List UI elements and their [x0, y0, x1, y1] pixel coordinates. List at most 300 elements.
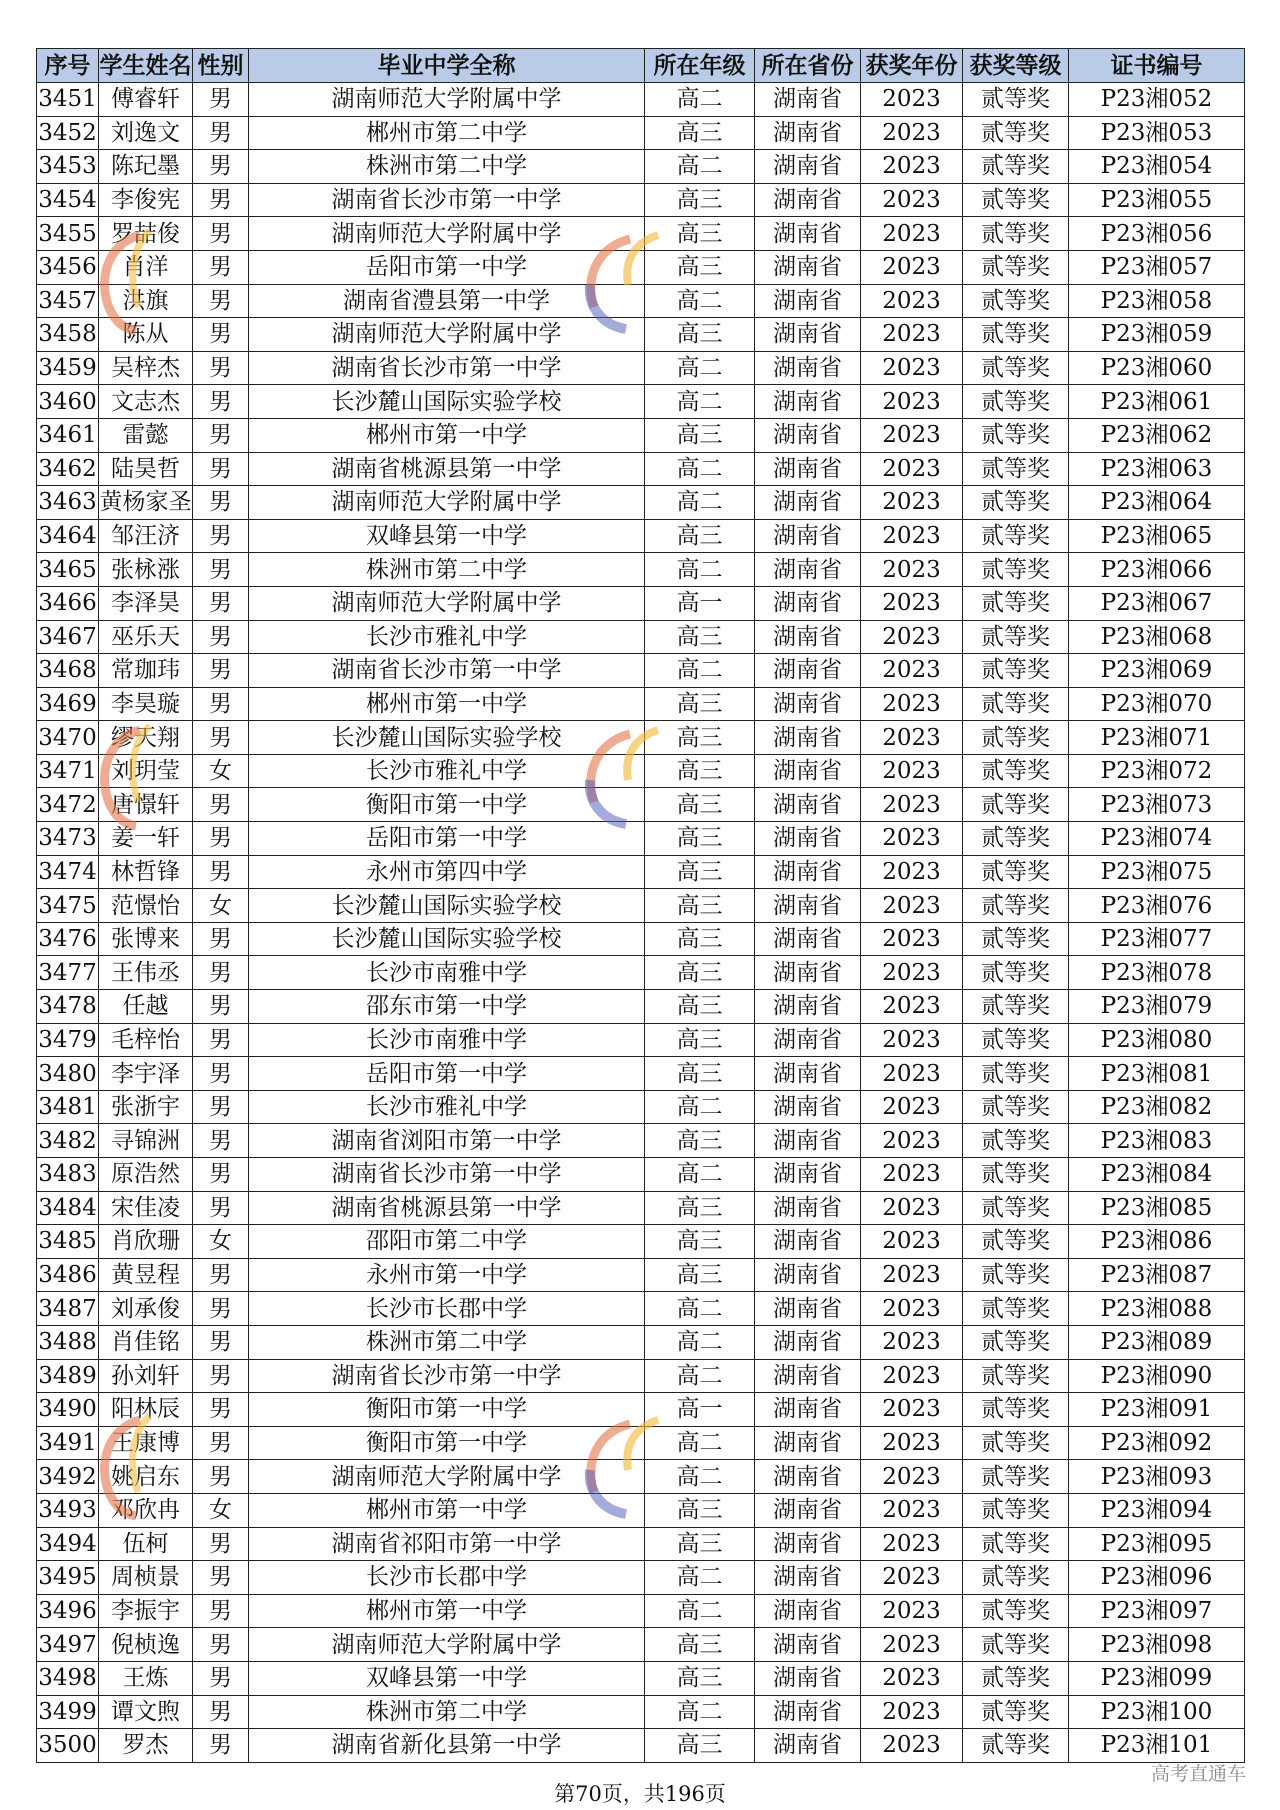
table-cell: 宋佳凌 [99, 1191, 193, 1225]
table-cell: 2023 [861, 1628, 963, 1662]
table-cell: 贰等奖 [963, 385, 1069, 419]
table-cell: 湖南省长沙市第一中学 [249, 654, 645, 688]
table-cell: 湖南省 [755, 1325, 861, 1359]
table-cell: 贰等奖 [963, 452, 1069, 486]
table-cell: 贰等奖 [963, 351, 1069, 385]
table-row [37, 318, 1245, 352]
table-cell: 3478 [37, 990, 99, 1024]
table-cell: 3488 [37, 1325, 99, 1359]
table-cell: 贰等奖 [963, 150, 1069, 184]
table-cell: 永州市第一中学 [249, 1258, 645, 1292]
table-cell: 3457 [37, 284, 99, 318]
table-cell: 男 [193, 1124, 249, 1158]
table-cell: 女 [193, 1225, 249, 1259]
table-cell: P23湘094 [1069, 1493, 1245, 1527]
table-cell: 双峰县第一中学 [249, 1661, 645, 1695]
table-cell: 2023 [861, 1695, 963, 1729]
table-cell: 湖南省 [755, 922, 861, 956]
column-header: 所在省份 [755, 49, 861, 83]
table-cell: 衡阳市第一中学 [249, 1393, 645, 1427]
table-cell: 男 [193, 1057, 249, 1091]
table-cell: 3454 [37, 183, 99, 217]
table-cell: 3468 [37, 654, 99, 688]
table-cell: 高三 [645, 1191, 755, 1225]
table-cell: 衡阳市第一中学 [249, 788, 645, 822]
table-row [37, 1493, 1245, 1527]
table-row [37, 116, 1245, 150]
table-cell: 贰等奖 [963, 1325, 1069, 1359]
table-row [37, 1023, 1245, 1057]
table-cell: 2023 [861, 889, 963, 923]
table-row [37, 553, 1245, 587]
table-cell: 高三 [645, 922, 755, 956]
table-cell: 湖南师范大学附属中学 [249, 586, 645, 620]
table-cell: 衡阳市第一中学 [249, 1426, 645, 1460]
table-cell: P23湘061 [1069, 385, 1245, 419]
table-cell: 3471 [37, 754, 99, 788]
table-cell: P23湘064 [1069, 486, 1245, 520]
table-cell: 湖南省新化县第一中学 [249, 1729, 645, 1763]
table-cell: 2023 [861, 217, 963, 251]
table-cell: 2023 [861, 1527, 963, 1561]
table-row [37, 1561, 1245, 1595]
table-cell: 高三 [645, 788, 755, 822]
table-cell: 刘玥莹 [99, 754, 193, 788]
table-cell: 高一 [645, 1393, 755, 1427]
table-cell: P23湘058 [1069, 284, 1245, 318]
table-cell: 2023 [861, 250, 963, 284]
table-row [37, 1057, 1245, 1091]
table-cell: P23湘087 [1069, 1258, 1245, 1292]
table-row [37, 250, 1245, 284]
table-row [37, 83, 1245, 117]
table-cell: 李泽昊 [99, 586, 193, 620]
table-cell: 3494 [37, 1527, 99, 1561]
table-cell: 男 [193, 822, 249, 856]
table-cell: P23湘092 [1069, 1426, 1245, 1460]
table-cell: 湖南省 [755, 1225, 861, 1259]
table-cell: P23湘093 [1069, 1460, 1245, 1494]
table-cell: 男 [193, 1023, 249, 1057]
table-cell: 男 [193, 217, 249, 251]
table-cell: P23湘101 [1069, 1729, 1245, 1763]
table-cell: 男 [193, 1594, 249, 1628]
table-cell: 男 [193, 1191, 249, 1225]
table-row [37, 1527, 1245, 1561]
table-cell: 张栐涨 [99, 553, 193, 587]
table-cell: 2023 [861, 990, 963, 1024]
table-cell: 贰等奖 [963, 1426, 1069, 1460]
table-cell: 湖南省 [755, 519, 861, 553]
table-cell: 高三 [645, 1258, 755, 1292]
table-cell: 高二 [645, 1292, 755, 1326]
table-cell: 3472 [37, 788, 99, 822]
table-cell: 2023 [861, 1359, 963, 1393]
table-cell: 湖南省 [755, 956, 861, 990]
table-cell: 谭文煦 [99, 1695, 193, 1729]
table-cell: 长沙麓山国际实验学校 [249, 385, 645, 419]
table-cell: 贰等奖 [963, 855, 1069, 889]
table-cell: 株洲市第二中学 [249, 150, 645, 184]
page-number: 第70页，共196页 [554, 1782, 726, 1806]
table-cell: 贰等奖 [963, 687, 1069, 721]
table-cell: 2023 [861, 586, 963, 620]
table-cell: 罗杰 [99, 1729, 193, 1763]
table-cell: 男 [193, 418, 249, 452]
table-cell: 3466 [37, 586, 99, 620]
table-cell: 阳林辰 [99, 1393, 193, 1427]
table-cell: 高二 [645, 150, 755, 184]
table-cell: P23湘065 [1069, 519, 1245, 553]
table-cell: 2023 [861, 922, 963, 956]
table-cell: 男 [193, 1359, 249, 1393]
table-cell: 3476 [37, 922, 99, 956]
table-cell: 贰等奖 [963, 1493, 1069, 1527]
table-row [37, 1661, 1245, 1695]
table-cell: 男 [193, 1158, 249, 1192]
table-cell: 高三 [645, 183, 755, 217]
table-row [37, 855, 1245, 889]
table-cell: 男 [193, 452, 249, 486]
table-cell: 王伟丞 [99, 956, 193, 990]
table-row [37, 284, 1245, 318]
table-cell: 3464 [37, 519, 99, 553]
table-cell: 双峰县第一中学 [249, 519, 645, 553]
table-cell: 贰等奖 [963, 284, 1069, 318]
header-row [37, 49, 1245, 83]
table-cell: 湖南师范大学附属中学 [249, 1460, 645, 1494]
table-cell: 邓欣冉 [99, 1493, 193, 1527]
table-row [37, 486, 1245, 520]
table-cell: 男 [193, 1661, 249, 1695]
table-cell: 贰等奖 [963, 1023, 1069, 1057]
table-cell: 湖南省桃源县第一中学 [249, 452, 645, 486]
table-cell: 2023 [861, 1594, 963, 1628]
table-cell: 女 [193, 1493, 249, 1527]
table-cell: 湖南省 [755, 1393, 861, 1427]
table-cell: 缪天翔 [99, 721, 193, 755]
table-cell: 湖南师范大学附属中学 [249, 1628, 645, 1662]
table-cell: 贰等奖 [963, 754, 1069, 788]
table-cell: 2023 [861, 754, 963, 788]
table-cell: 3495 [37, 1561, 99, 1595]
table-row [37, 620, 1245, 654]
table-cell: 贰等奖 [963, 922, 1069, 956]
table-cell: P23湘089 [1069, 1325, 1245, 1359]
table-cell: 高三 [645, 418, 755, 452]
table-cell: 湖南省 [755, 385, 861, 419]
table-cell: P23湘097 [1069, 1594, 1245, 1628]
table-cell: 郴州市第二中学 [249, 116, 645, 150]
table-row [37, 385, 1245, 419]
table-cell: P23湘071 [1069, 721, 1245, 755]
table-cell: 湖南省 [755, 1158, 861, 1192]
table-cell: 长沙市雅礼中学 [249, 620, 645, 654]
table-row [37, 1594, 1245, 1628]
table-cell: 男 [193, 553, 249, 587]
table-cell: 张博来 [99, 922, 193, 956]
table-cell: 贰等奖 [963, 1561, 1069, 1595]
table-cell: 湖南省 [755, 620, 861, 654]
table-cell: 2023 [861, 519, 963, 553]
table-cell: 贰等奖 [963, 1191, 1069, 1225]
table-cell: 湖南省 [755, 1090, 861, 1124]
table-cell: 高二 [645, 1158, 755, 1192]
table-cell: 3458 [37, 318, 99, 352]
table-row [37, 1124, 1245, 1158]
table-cell: 贰等奖 [963, 1258, 1069, 1292]
table-cell: 2023 [861, 1493, 963, 1527]
table-cell: 女 [193, 754, 249, 788]
table-row [37, 1090, 1245, 1124]
table-cell: 高二 [645, 284, 755, 318]
table-cell: 湖南省 [755, 687, 861, 721]
table-cell: 吴梓杰 [99, 351, 193, 385]
table-cell: 王炼 [99, 1661, 193, 1695]
table-cell: 湖南省 [755, 1628, 861, 1662]
table-cell: P23湘085 [1069, 1191, 1245, 1225]
table-cell: 贰等奖 [963, 1594, 1069, 1628]
table-row [37, 990, 1245, 1024]
table-cell: 孙刘轩 [99, 1359, 193, 1393]
table-cell: 3490 [37, 1393, 99, 1427]
table-cell: P23湘096 [1069, 1561, 1245, 1595]
table-cell: 湖南省 [755, 1561, 861, 1595]
table-cell: 肖洋 [99, 250, 193, 284]
table-cell: 郴州市第一中学 [249, 418, 645, 452]
table-cell: 湖南省 [755, 1191, 861, 1225]
table-cell: 贰等奖 [963, 654, 1069, 688]
table-cell: 高三 [645, 1527, 755, 1561]
table-cell: 郴州市第一中学 [249, 687, 645, 721]
table-row [37, 654, 1245, 688]
table-cell: 2023 [861, 1325, 963, 1359]
table-cell: 高三 [645, 250, 755, 284]
table-cell: 男 [193, 654, 249, 688]
table-cell: 长沙麓山国际实验学校 [249, 922, 645, 956]
table-cell: 贰等奖 [963, 1695, 1069, 1729]
table-cell: 湖南师范大学附属中学 [249, 486, 645, 520]
table-cell: 高二 [645, 385, 755, 419]
table-cell: 湖南省长沙市第一中学 [249, 351, 645, 385]
table-cell: 肖佳铭 [99, 1325, 193, 1359]
table-cell: 3460 [37, 385, 99, 419]
table-cell: P23湘066 [1069, 553, 1245, 587]
table-cell: 倪桢逸 [99, 1628, 193, 1662]
table-cell: 3499 [37, 1695, 99, 1729]
table-cell: 贰等奖 [963, 250, 1069, 284]
table-cell: 常珈玮 [99, 654, 193, 688]
table-cell: P23湘060 [1069, 351, 1245, 385]
table-cell: 3467 [37, 620, 99, 654]
table-cell: 长沙市雅礼中学 [249, 1090, 645, 1124]
table-cell: 2023 [861, 788, 963, 822]
table-cell: 毛梓怡 [99, 1023, 193, 1057]
table-cell: 贰等奖 [963, 1292, 1069, 1326]
table-cell: 湖南省长沙市第一中学 [249, 183, 645, 217]
table-cell: 3473 [37, 822, 99, 856]
table-cell: 湖南省 [755, 855, 861, 889]
table-cell: 湖南省 [755, 1023, 861, 1057]
table-row [37, 1292, 1245, 1326]
table-cell: 贰等奖 [963, 486, 1069, 520]
table-cell: 3497 [37, 1628, 99, 1662]
table-cell: P23湘080 [1069, 1023, 1245, 1057]
table-cell: 高三 [645, 721, 755, 755]
table-cell: 湖南省 [755, 1695, 861, 1729]
table-row [37, 183, 1245, 217]
table-cell: 男 [193, 150, 249, 184]
table-cell: 洪旗 [99, 284, 193, 318]
table-cell: 高三 [645, 1661, 755, 1695]
table-cell: 贰等奖 [963, 721, 1069, 755]
table-cell: 湖南省 [755, 1057, 861, 1091]
table-cell: 2023 [861, 1258, 963, 1292]
table-cell: 贰等奖 [963, 586, 1069, 620]
table-cell: 湖南省澧县第一中学 [249, 284, 645, 318]
table-cell: 2023 [861, 452, 963, 486]
table-cell: 3481 [37, 1090, 99, 1124]
table-cell: 2023 [861, 284, 963, 318]
table-cell: 张浙宇 [99, 1090, 193, 1124]
table-cell: 邵阳市第二中学 [249, 1225, 645, 1259]
table-cell: 男 [193, 1729, 249, 1763]
table-cell: 罗喆俊 [99, 217, 193, 251]
table-cell: P23湘069 [1069, 654, 1245, 688]
table-cell: 高三 [645, 956, 755, 990]
table-cell: 刘逸文 [99, 116, 193, 150]
table-cell: 高三 [645, 687, 755, 721]
table-cell: 刘承俊 [99, 1292, 193, 1326]
table-cell: 李宇泽 [99, 1057, 193, 1091]
table-cell: 任越 [99, 990, 193, 1024]
table-cell: 湖南省桃源县第一中学 [249, 1191, 645, 1225]
table-cell: 岳阳市第一中学 [249, 822, 645, 856]
table-cell: 伍柯 [99, 1527, 193, 1561]
table-cell: P23湘053 [1069, 116, 1245, 150]
table-cell: 贰等奖 [963, 217, 1069, 251]
table-row [37, 1729, 1245, 1763]
table-cell: 2023 [861, 1460, 963, 1494]
table-cell: P23湘072 [1069, 754, 1245, 788]
table-cell: 贰等奖 [963, 519, 1069, 553]
table-cell: 高二 [645, 553, 755, 587]
table-row [37, 351, 1245, 385]
table-cell: 2023 [861, 1158, 963, 1192]
table-cell: 贰等奖 [963, 889, 1069, 923]
table-cell: 3465 [37, 553, 99, 587]
table-cell: 贰等奖 [963, 1628, 1069, 1662]
table-cell: 贰等奖 [963, 1057, 1069, 1091]
table-cell: 男 [193, 990, 249, 1024]
table-cell: 2023 [861, 1124, 963, 1158]
table-cell: 湖南省 [755, 553, 861, 587]
table-cell: 湖南省 [755, 990, 861, 1024]
table-cell: P23湘067 [1069, 586, 1245, 620]
table-cell: 高二 [645, 1325, 755, 1359]
table-cell: 3469 [37, 687, 99, 721]
table-cell: 贰等奖 [963, 318, 1069, 352]
table-cell: 男 [193, 1527, 249, 1561]
table-cell: 李振宇 [99, 1594, 193, 1628]
table-cell: 长沙市长郡中学 [249, 1292, 645, 1326]
table-cell: 贰等奖 [963, 956, 1069, 990]
column-header: 获奖年份 [861, 49, 963, 83]
table-cell: 长沙市南雅中学 [249, 956, 645, 990]
table-cell: 男 [193, 788, 249, 822]
table-cell: 3451 [37, 83, 99, 117]
table-cell: 男 [193, 116, 249, 150]
table-cell: P23湘052 [1069, 83, 1245, 117]
table-cell: 2023 [861, 418, 963, 452]
table-cell: 2023 [861, 116, 963, 150]
table-cell: P23湘075 [1069, 855, 1245, 889]
table-cell: 长沙麓山国际实验学校 [249, 889, 645, 923]
table-cell: 湖南省 [755, 1359, 861, 1393]
table-cell: 高三 [645, 855, 755, 889]
table-cell: P23湘062 [1069, 418, 1245, 452]
table-cell: 长沙市长郡中学 [249, 1561, 645, 1595]
table-row [37, 889, 1245, 923]
table-cell: 唐憬轩 [99, 788, 193, 822]
table-cell: 高三 [645, 1124, 755, 1158]
table-cell: 男 [193, 486, 249, 520]
table-cell: 3486 [37, 1258, 99, 1292]
table-cell: 湖南省 [755, 486, 861, 520]
table-cell: 2023 [861, 553, 963, 587]
table-cell: 3482 [37, 1124, 99, 1158]
table-row [37, 687, 1245, 721]
table-cell: 湖南省 [755, 318, 861, 352]
table-cell: P23湘084 [1069, 1158, 1245, 1192]
table-cell: P23湘076 [1069, 889, 1245, 923]
table-cell: 高二 [645, 1460, 755, 1494]
table-cell: 高三 [645, 217, 755, 251]
table-cell: 原浩然 [99, 1158, 193, 1192]
table-cell: 3487 [37, 1292, 99, 1326]
table-row [37, 452, 1245, 486]
column-header: 获奖等级 [963, 49, 1069, 83]
table-cell: 湖南省 [755, 351, 861, 385]
table-cell: 男 [193, 1292, 249, 1326]
table-cell: 男 [193, 1460, 249, 1494]
table-cell: 3480 [37, 1057, 99, 1091]
table-cell: 3483 [37, 1158, 99, 1192]
table-cell: 高三 [645, 990, 755, 1024]
table-row [37, 217, 1245, 251]
table-cell: 高二 [645, 1090, 755, 1124]
table-cell: 2023 [861, 956, 963, 990]
table-cell: 高二 [645, 83, 755, 117]
table-cell: 2023 [861, 150, 963, 184]
table-cell: 湖南省 [755, 889, 861, 923]
table-row [37, 418, 1245, 452]
table-cell: 湖南省 [755, 1594, 861, 1628]
table-cell: 男 [193, 922, 249, 956]
table-row [37, 822, 1245, 856]
table-cell: 高三 [645, 1729, 755, 1763]
table-cell: 湖南省 [755, 822, 861, 856]
table-cell: 李昊璇 [99, 687, 193, 721]
table-cell: P23湘098 [1069, 1628, 1245, 1662]
table-cell: P23湘083 [1069, 1124, 1245, 1158]
award-table-container [36, 48, 1244, 1763]
table-cell: P23湘055 [1069, 183, 1245, 217]
table-cell: 贰等奖 [963, 1527, 1069, 1561]
table-cell: 3459 [37, 351, 99, 385]
table-cell: 贰等奖 [963, 1661, 1069, 1695]
table-cell: 男 [193, 1628, 249, 1662]
